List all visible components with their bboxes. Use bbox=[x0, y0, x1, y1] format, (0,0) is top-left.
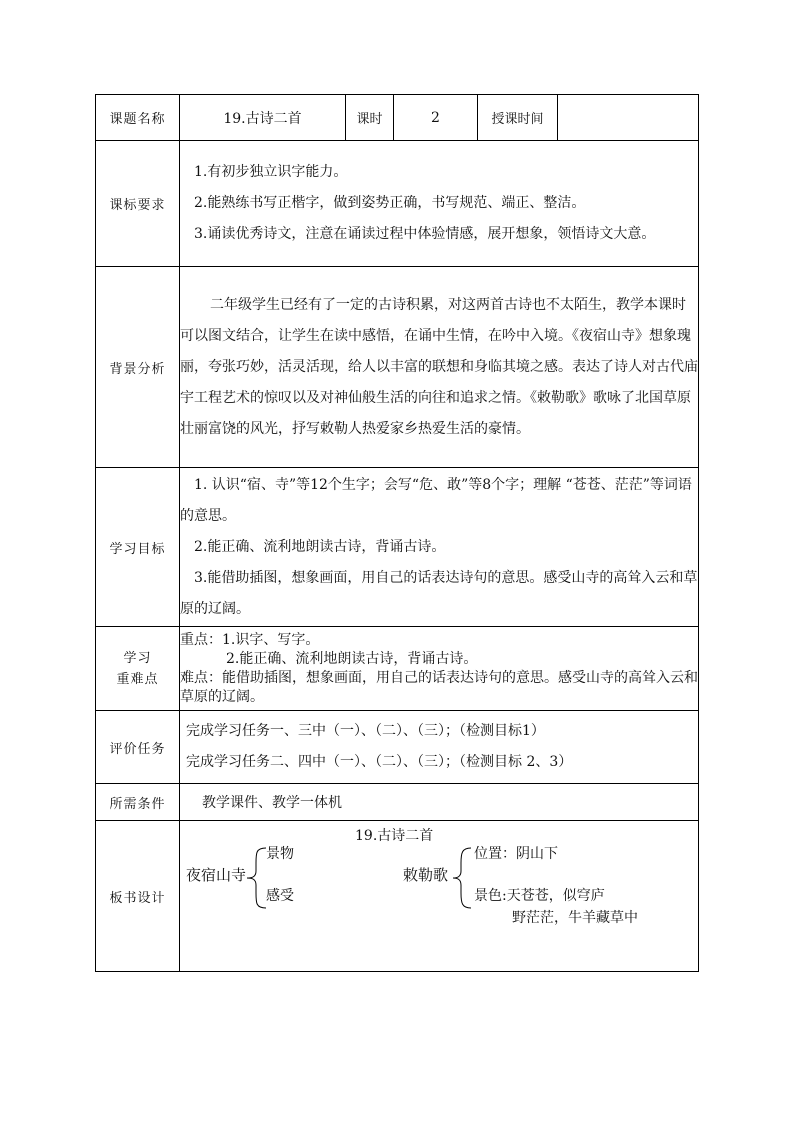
lesson-title: 19.古诗二首 bbox=[180, 95, 346, 141]
poem1-brace-icon bbox=[246, 847, 268, 909]
evaluation-row bbox=[96, 711, 699, 784]
label-board: 板书设计 bbox=[96, 821, 180, 972]
board-poem1: 夜宿山寺 bbox=[186, 866, 247, 884]
board-poem2-branch2-line1: 景色:天苍苍，似穹庐 bbox=[474, 888, 605, 904]
board-row bbox=[96, 821, 699, 972]
evaluation-item: 完成学习任务二、四中（一）、（二）、（三）；（检测目标 2、3） bbox=[186, 754, 573, 770]
label-key-points-line2: 重难点 bbox=[116, 671, 159, 687]
curriculum-row bbox=[96, 141, 699, 267]
focus-line-1: 重点：1.识字、写字。 bbox=[180, 631, 320, 648]
board-content bbox=[180, 821, 699, 972]
label-goals: 学习目标 bbox=[96, 468, 180, 627]
goals-row bbox=[96, 468, 699, 627]
curriculum-content bbox=[180, 141, 699, 267]
curriculum-item: 3.诵读优秀诗文，注意在诵读过程中体验情感，展开想象，领悟诗文大意。 bbox=[194, 226, 656, 242]
header-row bbox=[96, 95, 699, 141]
conditions-content: 教学课件、教学一体机 bbox=[180, 784, 699, 821]
focus-line-2: 2.能正确、流利地朗读古诗，背诵古诗。 bbox=[226, 650, 478, 667]
background-row bbox=[96, 267, 699, 468]
label-curriculum: 课标要求 bbox=[96, 141, 180, 267]
goals-content bbox=[180, 468, 699, 627]
label-teaching-time: 授课时间 bbox=[478, 95, 558, 141]
evaluation-content bbox=[180, 711, 699, 784]
lesson-plan-table bbox=[95, 94, 699, 972]
label-background: 背景分析 bbox=[96, 267, 180, 468]
label-conditions: 所需条件 bbox=[96, 784, 180, 821]
board-poem1-branch2: 感受 bbox=[266, 888, 294, 904]
board-poem2-branch2-line2: 野茫茫，牛羊藏草中 bbox=[512, 910, 638, 926]
goal-item: 3.能借助插图，想象画面，用自己的话表达诗句的意思。感受山寺的高耸入云和草原的辽阔。 bbox=[180, 569, 698, 617]
background-text: 二年级学生已经有了一定的古诗积累，对这两首古诗也不太陌生，教学本课时可以图文结合，让学生在读中感悟，在诵中生情，在吟中入境。《夜宿山寺》想象瑰丽，夸张巧妙，活灵活现，给人以丰富的联想和身临其境之感。表达了诗人对古代庙宇工程艺术的惊叹以及对神仙般生活的向往和追求之情。《敕勒歌》歌咏了北国草原壮丽富饶的风光，抒写敕勒人热爱家乡热爱生活的豪情。 bbox=[180, 296, 698, 437]
evaluation-item: 完成学习任务一、三中（一）、（二）、（三）；（检测目标1） bbox=[186, 723, 545, 739]
curriculum-item: 2.能熟练书写正楷字，做到姿势正确，书写规范、端正、整洁。 bbox=[194, 195, 586, 211]
board-design bbox=[180, 821, 698, 971]
board-title: 19.古诗二首 bbox=[355, 828, 434, 844]
goal-item: 2.能正确、流利地朗读古诗，背诵古诗。 bbox=[194, 538, 446, 555]
goal-item: 1. 认识“宿、寺”等12个生字；会写“危、敢”等8个字；理解 “苍苍、茫茫”等词语的意思。 bbox=[180, 476, 692, 524]
key-points-content bbox=[180, 627, 699, 711]
curriculum-item: 1.有初步独立识字能力。 bbox=[194, 164, 348, 180]
label-period: 课时 bbox=[346, 95, 394, 141]
board-poem2: 敕勒歌 bbox=[403, 866, 449, 884]
label-key-points bbox=[96, 627, 180, 711]
teaching-time-value bbox=[558, 95, 699, 141]
label-key-points-line1: 学习 bbox=[123, 650, 152, 666]
key-points-row bbox=[96, 627, 699, 711]
label-lesson-title: 课题名称 bbox=[96, 95, 180, 141]
poem2-brace-icon bbox=[452, 847, 472, 909]
board-poem2-branch1: 位置：阴山下 bbox=[474, 846, 558, 862]
difficulty-line: 难点：能借助插图，想象画面，用自己的话表达诗句的意思。感受山寺的高耸入云和草原的辽阔。 bbox=[180, 669, 698, 705]
background-content bbox=[180, 267, 699, 468]
board-poem1-branch1: 景物 bbox=[266, 846, 294, 862]
conditions-row bbox=[96, 784, 699, 821]
period-value: 2 bbox=[394, 95, 478, 141]
label-evaluation: 评价任务 bbox=[96, 711, 180, 784]
